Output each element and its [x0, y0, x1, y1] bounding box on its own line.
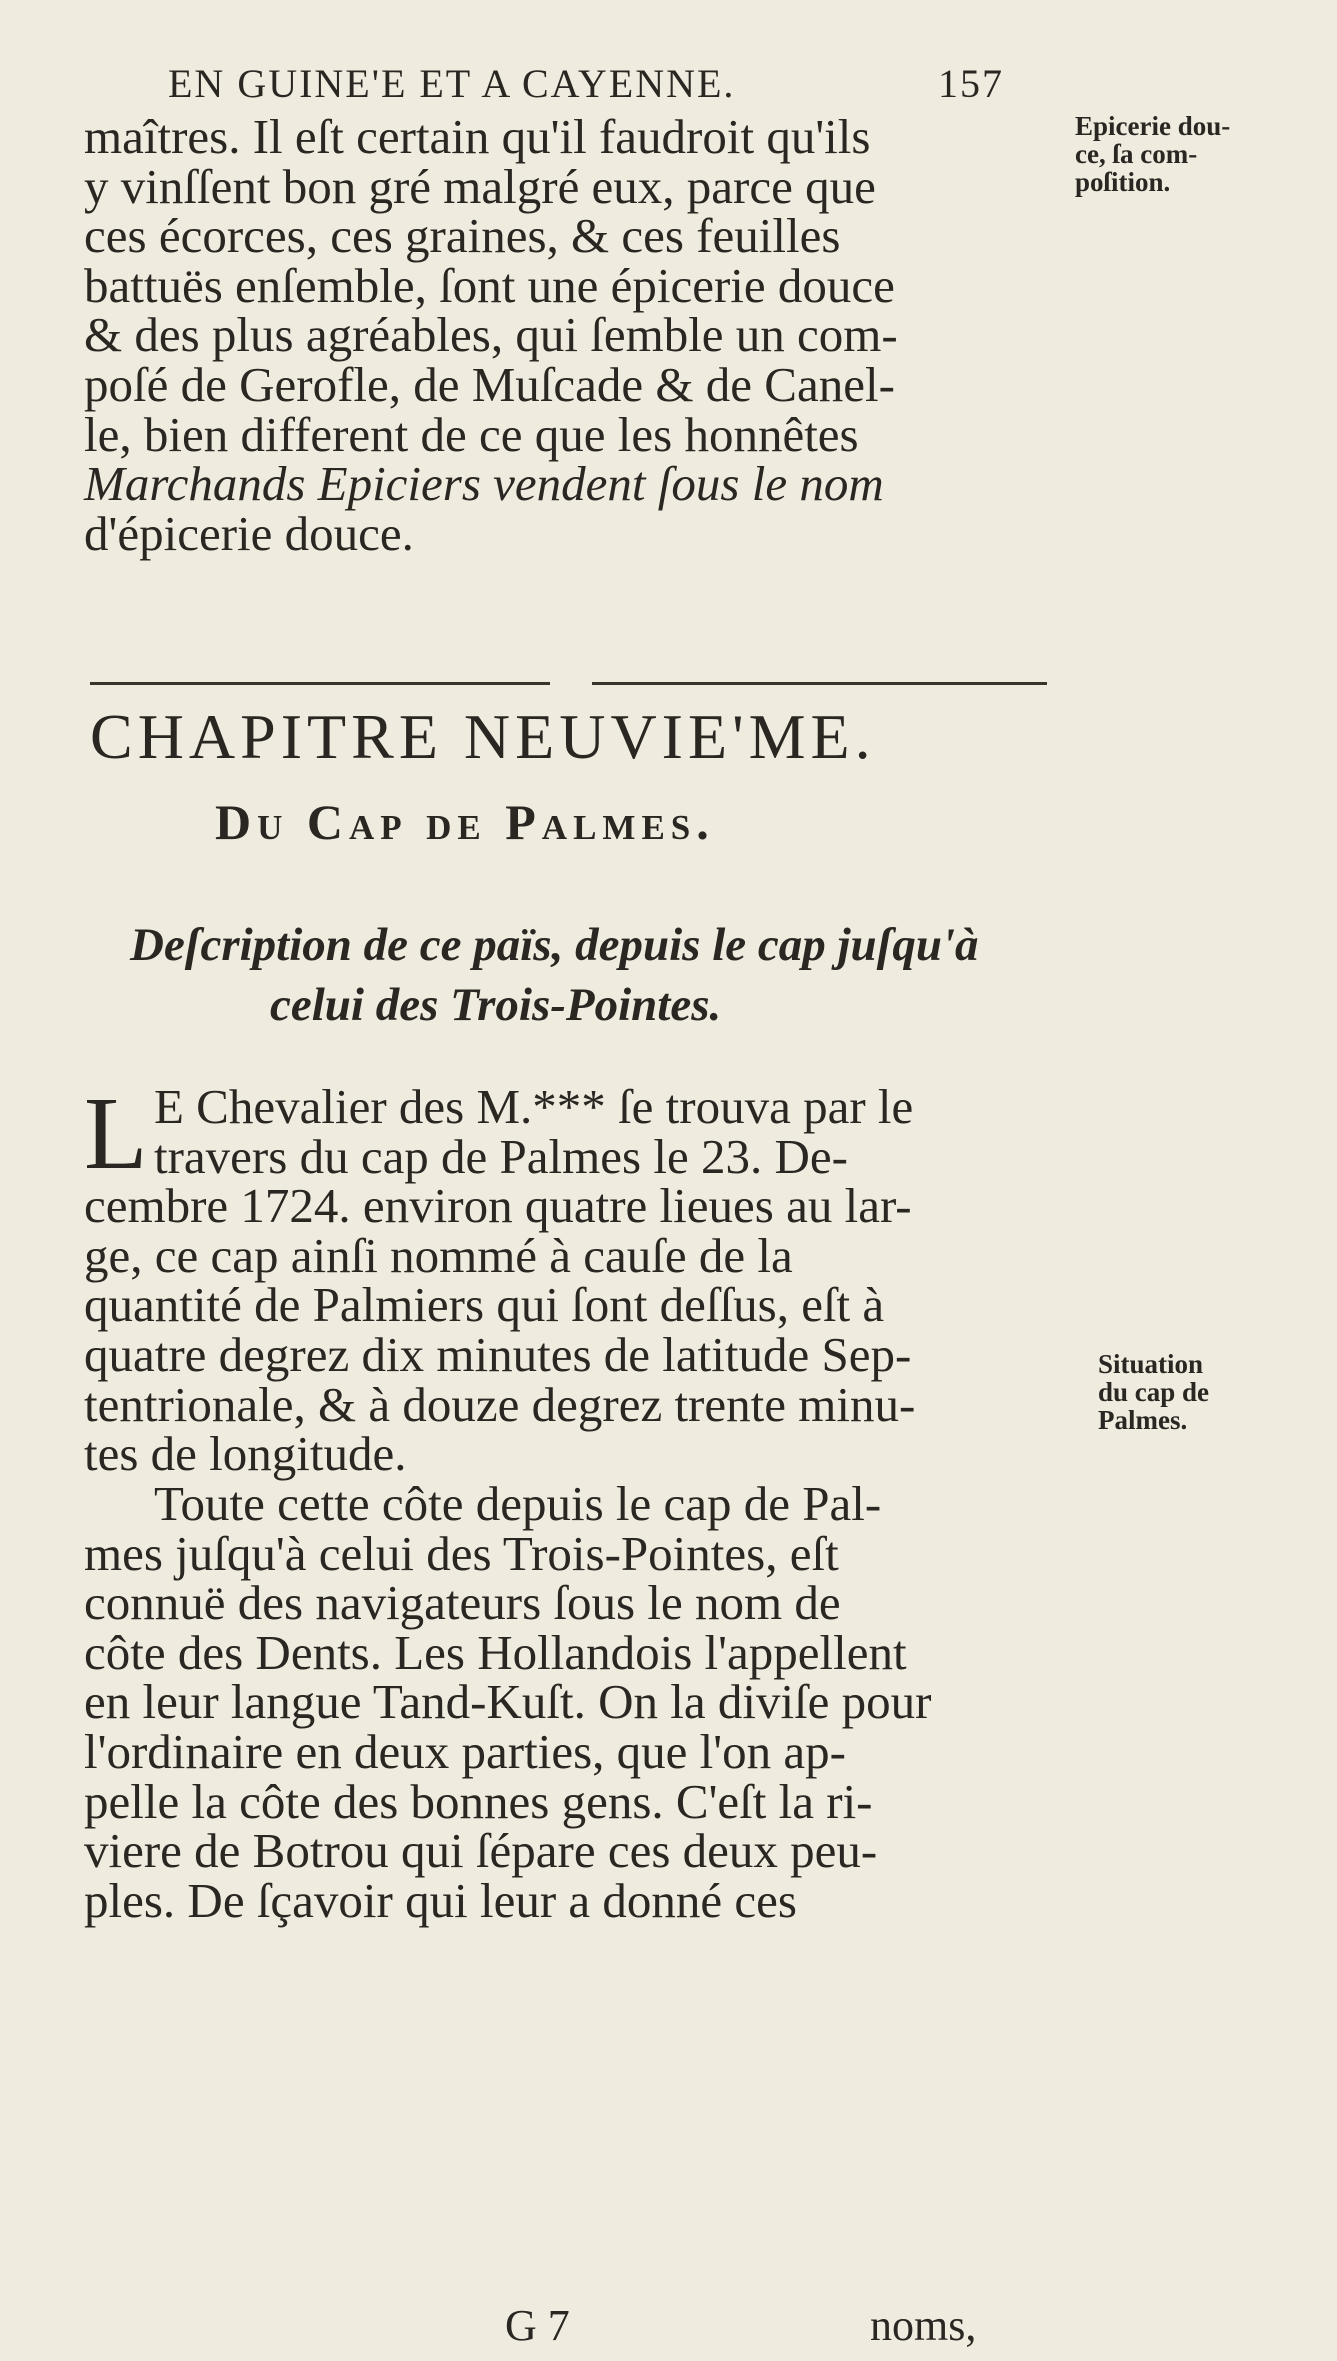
text-line: d'épicerie douce.	[84, 505, 414, 561]
text-line: ge, ce cap ainſi nommé à cauſe de la	[84, 1227, 793, 1283]
paragraph-cote-des-dents	[84, 1476, 1094, 1928]
text-line: quatre degrez dix minutes de latitude Sep-	[84, 1326, 912, 1382]
text-line: Toute cette côte depuis le cap de Pal-	[154, 1476, 882, 1531]
margin-line: du cap de	[1098, 1377, 1210, 1407]
margin-line: Palmes.	[1098, 1405, 1188, 1435]
text-line: tes de longitude.	[84, 1426, 407, 1482]
page-number: 157	[938, 61, 1004, 106]
margin-line: poſition.	[1075, 167, 1171, 197]
margin-line: Epicerie dou-	[1075, 111, 1231, 141]
text-line: travers du cap de Palmes le 23. De-	[154, 1128, 848, 1184]
text-line: l'ordinaire en deux parties, que l'on ap-	[84, 1723, 846, 1779]
paragraph-epicerie	[84, 109, 1094, 561]
text-line: quantité de Palmiers qui ſont deſſus, eſt à	[84, 1277, 885, 1333]
paragraph-cap-palmes	[84, 1076, 1094, 1482]
running-head	[168, 60, 1078, 107]
text-line: E Chevalier des M.*** ſe trouva par le	[154, 1079, 914, 1134]
running-title: EN GUINE'E ET A CAYENNE.	[168, 61, 736, 106]
margin-line: ce, ſa com-	[1075, 139, 1198, 169]
chapter-subtitle: Du Cap de Palmes.	[215, 794, 715, 850]
chapter-description	[80, 915, 1080, 1035]
text-line: Marchands Epiciers vendent ſous le nom	[84, 456, 884, 512]
text-line: connuë des navigateurs ſous le nom de	[84, 1575, 841, 1631]
description-line: Deſcription de ce païs, depuis le cap juſqu'à	[130, 919, 979, 971]
text-line: ces écorces, ces graines, & ces feuilles	[84, 208, 841, 264]
text-line: y vinſſent bon gré malgré eux, parce que	[84, 158, 876, 214]
text-line: le, bien different de ce que les honnêtes	[84, 406, 859, 462]
margin-note-epicerie	[1075, 112, 1230, 196]
text-line: maîtres. Il eſt certain qu'il faudroit qu'ils	[84, 109, 871, 164]
ornament-rule-left	[90, 682, 550, 685]
text-line: mes juſqu'à celui des Trois-Pointes, eſt	[84, 1525, 839, 1581]
text-line: viere de Botrou qui ſépare ces deux peu-	[84, 1823, 878, 1879]
drop-cap: L	[84, 1076, 148, 1191]
text-line: & des plus agréables, qui ſemble un com-	[84, 307, 898, 363]
margin-note-situation	[1098, 1350, 1209, 1434]
text-line: ples. De ſçavoir qui leur a donné ces	[84, 1872, 797, 1928]
chapter-title: CHAPITRE NEUVIE'ME.	[90, 701, 876, 772]
text-line: tentrionale, & à douze degrez trente minu-	[84, 1376, 916, 1432]
ornament-rule-right	[592, 682, 1047, 685]
signature-mark: G 7	[505, 2301, 570, 2350]
text-line: en leur langue Tand-Kuſt. On la diviſe pour	[84, 1674, 932, 1730]
text-line: cembre 1724. environ quatre lieues au lar-	[84, 1178, 912, 1234]
catchword: noms,	[870, 2301, 977, 2350]
text-line: pelle la côte des bonnes gens. C'eſt la ri-	[84, 1773, 873, 1829]
description-line: celui des Trois-Pointes.	[270, 979, 722, 1031]
text-line: poſé de Gerofle, de Muſcade & de Canel-	[84, 356, 895, 412]
margin-line: Situation	[1098, 1349, 1204, 1379]
text-line: battuës enſemble, ſont une épicerie douce	[84, 257, 895, 313]
text-line: côte des Dents. Les Hollandois l'appellent	[84, 1624, 907, 1680]
